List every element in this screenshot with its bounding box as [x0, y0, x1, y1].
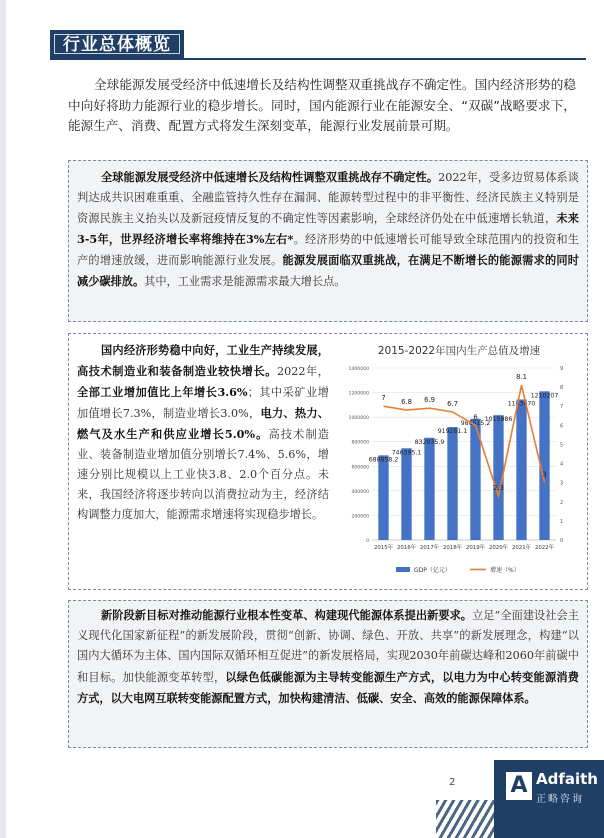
left-axis-tick-label: 1000000 [348, 416, 369, 422]
domestic-economy-box [68, 333, 588, 590]
industrial-growth: 全部工业增加值比上年增长3.6% [77, 385, 248, 399]
power-sector-growth: 电力、热力、燃气及水生产和供应业增长5.0%。 [77, 406, 329, 441]
chart-title: 2015-2022年国内生产总值及增速 [377, 345, 541, 357]
right-axis-tick-label: 0 [560, 538, 564, 544]
gdp-bar-label: 1143670 [507, 400, 536, 408]
gdp-bar [516, 399, 526, 540]
domestic-text-1: 2022年， [276, 365, 329, 378]
new-requirements-text: 立足“全面建设社会主义现代化国家新征程”的新发展阶段，贯彻“创新、协调、绿色、开放、共享”的新发展理念，构建“以国内大循环为主体、国内国际双循环相互促进”的新发展格局，实现2030年前碳达峰和2060年前碳中和目标。加快能源变革转型， [77, 609, 579, 684]
legend-gdp-swatch [396, 567, 410, 572]
left-axis-tick-label: 800000 [351, 440, 369, 446]
x-axis-tick-label: 2017年 [419, 545, 440, 551]
gdp-bar-label: 1015986 [484, 416, 513, 424]
left-axis-tick-label: 1200000 [348, 391, 369, 397]
growth-rate-label: 8.1 [516, 373, 527, 382]
left-axis-tick-label: 400000 [351, 489, 369, 495]
gdp-bar-label: 1210207 [530, 392, 559, 400]
x-axis-tick-label: 2015年 [373, 545, 394, 551]
x-axis-tick-label: 2016年 [396, 545, 417, 551]
x-axis-tick-label: 2018年 [442, 545, 463, 551]
global-energy-box [68, 160, 588, 322]
gdp-bar-label: 832035.9 [414, 438, 445, 446]
growth-rate-label: 6.9 [424, 396, 435, 405]
global-energy-lead: 全球能源发展受经济中低速增长及结构性调整双重挑战存不确定性。 [101, 170, 439, 184]
global-energy-text-2: 。经济形势的中低速增长可能导致全球范围内的投资和生产的增速放缓，进而影响能源行业发展。 [77, 233, 579, 267]
growth-rate-label: 6.7 [447, 399, 458, 408]
gdp-bar-label: 688858.2 [368, 456, 399, 464]
right-axis-tick-label: 6 [560, 423, 564, 430]
x-axis-tick-label: 2020年 [488, 545, 509, 551]
growth-rate-label: 6.8 [401, 398, 412, 407]
new-requirements-paragraph [77, 605, 579, 709]
intro-paragraph: 全球能源发展受经济中低速增长及结构性调整双重挑战存不确定性。国内经济形势的稳中向好将助力能源行业的稳步增长。同时，国内能源行业在能源安全、“双碳”战略要求下，能源生产、消费、配置方式将发生深刻变革，能源行业发展前景可期。 [68, 77, 576, 133]
gdp-bar-label: 986515.2 [460, 419, 491, 427]
growth-rate-label: 3 [542, 470, 547, 479]
domestic-economy-paragraph [77, 340, 329, 525]
gdp-bar [401, 448, 411, 540]
legend-growth-label: 增速（%） [490, 567, 520, 574]
right-axis-tick-label: 1 [560, 518, 564, 525]
new-requirements-lead: 新阶段新目标对推动能源行业根本性变革、构建现代能源体系提出新要求。 [101, 608, 473, 622]
right-axis-tick-label: 5 [560, 442, 564, 449]
x-axis-tick-label: 2021年 [511, 545, 532, 551]
gdp-bar [447, 427, 457, 540]
gdp-bar-label: 746395.1 [391, 449, 422, 457]
growth-rate-label: 6 [473, 413, 478, 422]
brand-logo-icon: A [506, 772, 532, 800]
right-axis-tick-label: 2 [560, 499, 564, 506]
global-energy-paragraph [77, 167, 579, 292]
page-title: 行业总体概览 [50, 30, 184, 58]
decorative-stripes [436, 800, 496, 838]
new-requirements-box [68, 600, 588, 748]
right-axis-tick-label: 3 [560, 480, 564, 487]
brand-name-cn: 正略咨询 [536, 794, 584, 805]
legend-gdp-label: GDP（亿元） [414, 567, 451, 574]
domestic-text-3: 高技术制造业、装备制造业增加值分别增长7.4%、5.6%，增速分别比规模以上工业快3.8、2.0个百分点。未来，我国经济将逐步转向以消费拉动为主，经济结构调整力度加大，能源需求增速将实现稳步增长。 [77, 428, 329, 521]
brand-logo [494, 760, 604, 838]
right-axis-tick-label: 9 [560, 366, 564, 372]
gdp-bar-label: 919281.1 [437, 428, 468, 436]
global-energy-text-3: 其中，工业需求是能源需求最大增长点。 [144, 275, 346, 288]
gdp-bar [378, 455, 388, 540]
dual-challenge: 能源发展面临双重挑战，在满足不断增长的能源需求的同时减少碳排放。 [77, 253, 579, 288]
right-axis-tick-label: 8 [560, 385, 564, 392]
right-axis-tick-label: 4 [560, 461, 564, 468]
page-number: 2 [449, 777, 456, 788]
global-growth-forecast: 未来3-5年，世界经济增长率将维持在3%左右* [77, 211, 579, 246]
section-header [50, 30, 586, 60]
growth-rate-label: 2.3 [493, 484, 504, 493]
x-axis-tick-label: 2019年 [465, 545, 486, 551]
gdp-chart-svg [334, 340, 584, 585]
gdp-bar [424, 438, 434, 540]
right-axis-tick-label: 7 [560, 404, 564, 411]
gdp-chart [334, 340, 584, 585]
global-energy-text-1: 2022年，受多边贸易体系谈判达成共识困难重重、全融监管持久性存在漏洞、能源转型过程中的非平衡性、经济民族主义特别是资源民族主义抬头以及新冠疫情反复的不确定性等因素影响，全球经济仍处在中低速增长轨道， [77, 171, 579, 225]
brand-name: Adfaith [536, 770, 598, 788]
left-axis-tick-label: 1400000 [348, 367, 369, 372]
domestic-lead: 国内经济形势稳中向好，工业生产持续发展，高技术制造业和装备制造业较快增长。 [77, 343, 329, 378]
left-axis-tick-label: 200000 [351, 514, 369, 520]
left-axis-tick-label: 600000 [351, 465, 369, 471]
x-axis-tick-label: 2022年 [534, 545, 555, 551]
left-axis-tick-label: 0 [366, 539, 369, 544]
transformation-goals: 以绿色低碳能源为主导转变能源生产方式，以电力为中心转变能源消费方式，以大电网互联转变能源配置方式，加快构建清洁、低碳、安全、高效的能源保障体系。 [77, 669, 579, 705]
domestic-text-2: ；其中采矿业增加值增长7.3%，制造业增长3.0%， [77, 386, 329, 420]
growth-rate-label: 7 [381, 394, 386, 403]
